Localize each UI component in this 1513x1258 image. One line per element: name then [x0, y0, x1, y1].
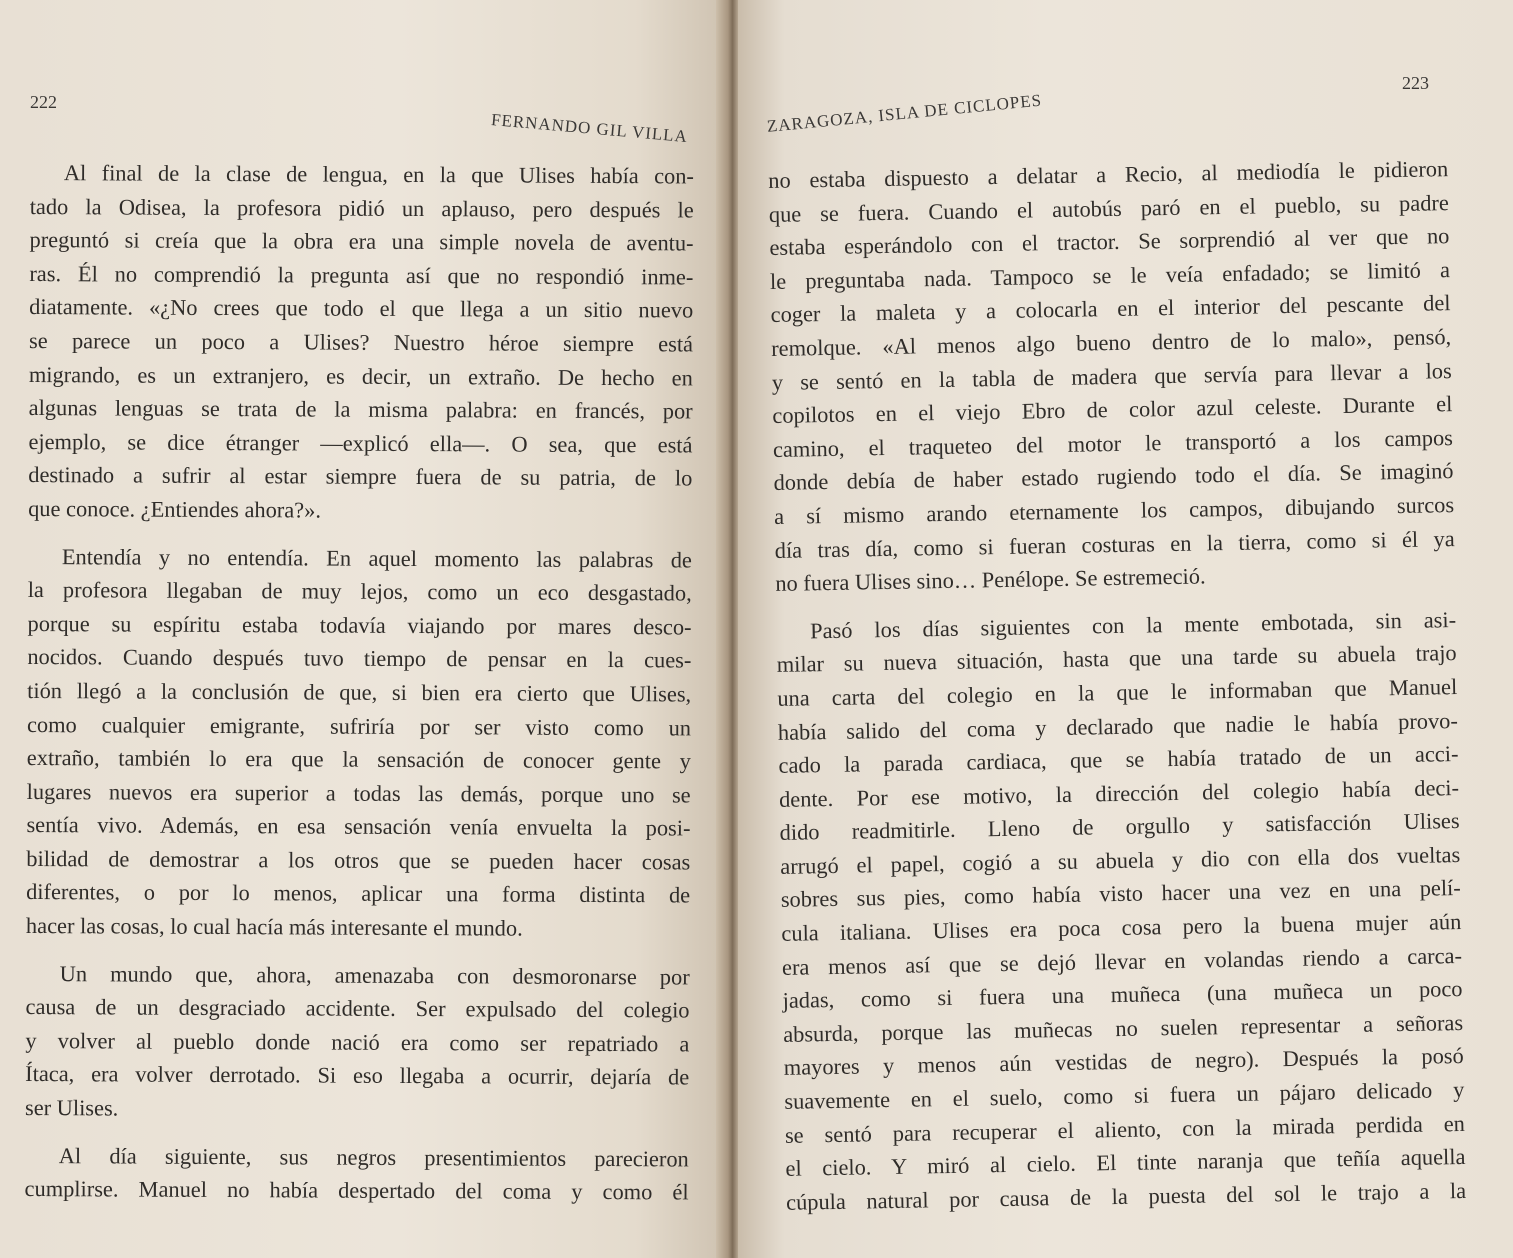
text-line: Un mundo que, ahora, amenazaba con desmoronarse por — [59, 960, 690, 990]
text-line: sentía vivo. Además, en esa sensación venía envuelta la posi- — [26, 812, 691, 841]
text-line: absurda, porque las muñecas no suelen representar a señoras — [782, 1009, 1464, 1047]
text-line: algunas lenguas se trata de la misma palabra: en francés, por — [28, 395, 693, 424]
text-line: jadas, como si fuera una muñeca (una muñeca un poco — [782, 976, 1463, 1014]
text-line: tión llegó a la conclusión de que, si bien era cierto que Ulises, — [27, 677, 692, 707]
text-line: cumplirse. Manuel no había despertado del coma y como él — [24, 1176, 689, 1205]
text-line: y volver al pueblo donde nació era como ser repatriado a — [25, 1027, 690, 1057]
text-line: era menos así que se dejó llevar en volandas riendo a carca- — [781, 942, 1463, 980]
text-line: le preguntaba nada. Tampoco se le veía enfadado; se limitó a — [769, 256, 1451, 294]
text-line: coger la maleta y a colocarla en el interior del pescante del — [770, 290, 1451, 328]
text-line: milar su nueva situación, hasta que una tarde su abuela trajo — [776, 640, 1457, 678]
text-line: cado la parada cardiaca, que se había tratado de un acci- — [778, 741, 1459, 779]
text-line: el cielo. Y miró al cielo. El tinte naranja que teñía aquella — [785, 1144, 1466, 1182]
text-line: arrugó el papel, cogió a su abuela y dio con ella dos vueltas — [780, 841, 1461, 879]
text-line: que conoce. ¿Entiendes ahora?». — [28, 495, 322, 523]
text-line: la profesora llegaban de muy lejos, como un eco desgastado, — [27, 577, 692, 606]
text-line: diferentes, o por lo menos, aplicar una forma distinta de — [26, 879, 691, 908]
text-line: se sentó para recuperar el aliento, con la mirada perdida en — [784, 1110, 1466, 1148]
text-line: había salido del coma y declarado que nadie le había provo- — [777, 707, 1459, 745]
text-line: día tras día, como si fueran costuras en la tierra, como si él ya — [774, 525, 1455, 563]
left-page — [0, 0, 722, 1258]
running-head-author: FERNANDO GIL VILLA — [490, 110, 689, 147]
text-line: ser Ulises. — [24, 1095, 119, 1121]
text-line: suavemente en el suelo, como si fuera un pájaro delicado y — [784, 1077, 1465, 1114]
text-line: ras. Él no comprendió la pregunta así que no respondió inme- — [29, 260, 694, 290]
text-line: no estaba dispuesto a delatar a Recio, al mediodía le pidieron — [768, 156, 1449, 193]
text-line: tado la Odisea, la profesora pidió un aplauso, pero después le — [29, 193, 694, 223]
text-line: preguntó si creía que la obra era una simple novela de aventu- — [29, 227, 694, 256]
text-line: estaba esperándolo con el tractor. Se sorprendió al ver que no — [769, 223, 1450, 261]
text-line: ejemplo, se dice étranger —explicó ella—. O sea, que está — [28, 428, 693, 458]
text-line: y se sentó en la tabla de madera que servía para llevar a los — [771, 357, 1452, 395]
text-line: como cualquier emigrante, sufriría por ser visto como un — [26, 711, 692, 740]
text-line: mayores y menos aún vestidas de negro). Después la posó — [783, 1043, 1464, 1081]
text-line: nocidos. Cuando después tuvo tiempo de pensar en la cues- — [27, 644, 692, 673]
text-line: migrando, es un extranjero, es decir, un extraño. De hecho en — [28, 361, 693, 391]
page-number-right: 223 — [1402, 73, 1429, 93]
text-line: diatamente. «¿No crees que todo el que llega a un sitio nuevo — [29, 294, 694, 323]
text-line: sobres sus pies, como había visto hacer una vez en una pelí- — [780, 875, 1461, 913]
right-page-text — [768, 152, 1466, 1219]
text-line: camino, el traqueteo del motor le transportó a los campos — [772, 424, 1454, 462]
text-line: extraño, también lo era que la sensación de conocer gente y — [26, 745, 691, 774]
text-line: cúpula natural por causa de la puesta del sol le trajo a la — [785, 1177, 1467, 1215]
text-line: lugares nuevos era superior a todas las demás, porque uno se — [26, 778, 691, 808]
text-line: causa de un desgraciado accidente. Ser expulsado del colegio — [25, 994, 690, 1023]
running-head-title: ZARAGOZA, ISLA DE CICLOPES — [766, 90, 1043, 136]
text-line: remolque. «Al menos algo bueno dentro de lo malo», pensó, — [771, 324, 1452, 361]
text-line: copilotos en el viejo Ebro de color azul celeste. Durante el — [772, 391, 1453, 429]
right-page — [738, 0, 1513, 1258]
text-line: hacer las cosas, lo cual hacía más interesante el mundo. — [25, 913, 523, 941]
text-line: destinado a sufrir al estar siempre fuera de su patria, de lo — [28, 462, 693, 491]
text-line: Al día siguiente, sus negros presentimientos parecieron — [58, 1142, 689, 1172]
text-line: bilidad de demostrar a los otros que se pueden hacer cosas — [26, 845, 691, 875]
text-line: Entendía y no entendía. En aquel momento las palabras de — [61, 543, 692, 573]
text-line: Ítaca, era volver derrotado. Si eso llegaba a ocurrir, dejaría de — [25, 1061, 690, 1090]
text-line: porque su espíritu estaba todavía viajando por mares desco- — [27, 610, 692, 640]
text-line: a sí mismo arando eternamente los campos, dibujando surcos — [773, 492, 1455, 529]
text-line: se parece un poco a Ulises? Nuestro héroe siempre está — [28, 327, 694, 357]
text-line: que se fuera. Cuando el autobús paró en el pueblo, su padre — [768, 189, 1449, 227]
text-line: una carta del colegio en la que le informaban que Manuel — [777, 673, 1458, 711]
text-line: no fuera Ulises sino… Penélope. Se estremeció. — [775, 563, 1206, 597]
text-line: Pasó los días siguientes con la mente embotada, sin asi- — [809, 606, 1457, 644]
text-line: Al final de la clase de lengua, en la que Ulises había con- — [63, 160, 694, 189]
text-line: donde debía de haber estado rugiendo todo el día. Se imaginó — [773, 458, 1454, 496]
text-line: dente. Por ese motivo, la dirección del colegio había deci- — [778, 774, 1460, 812]
left-page-text — [25, 156, 694, 1209]
text-line: dido readmitirle. Lleno de orgullo y satisfacción Ulises — [779, 808, 1460, 846]
text-line: cula italiana. Ulises era poca cosa pero la buena mujer aún — [781, 909, 1462, 946]
page-number-left: 222 — [30, 92, 57, 112]
